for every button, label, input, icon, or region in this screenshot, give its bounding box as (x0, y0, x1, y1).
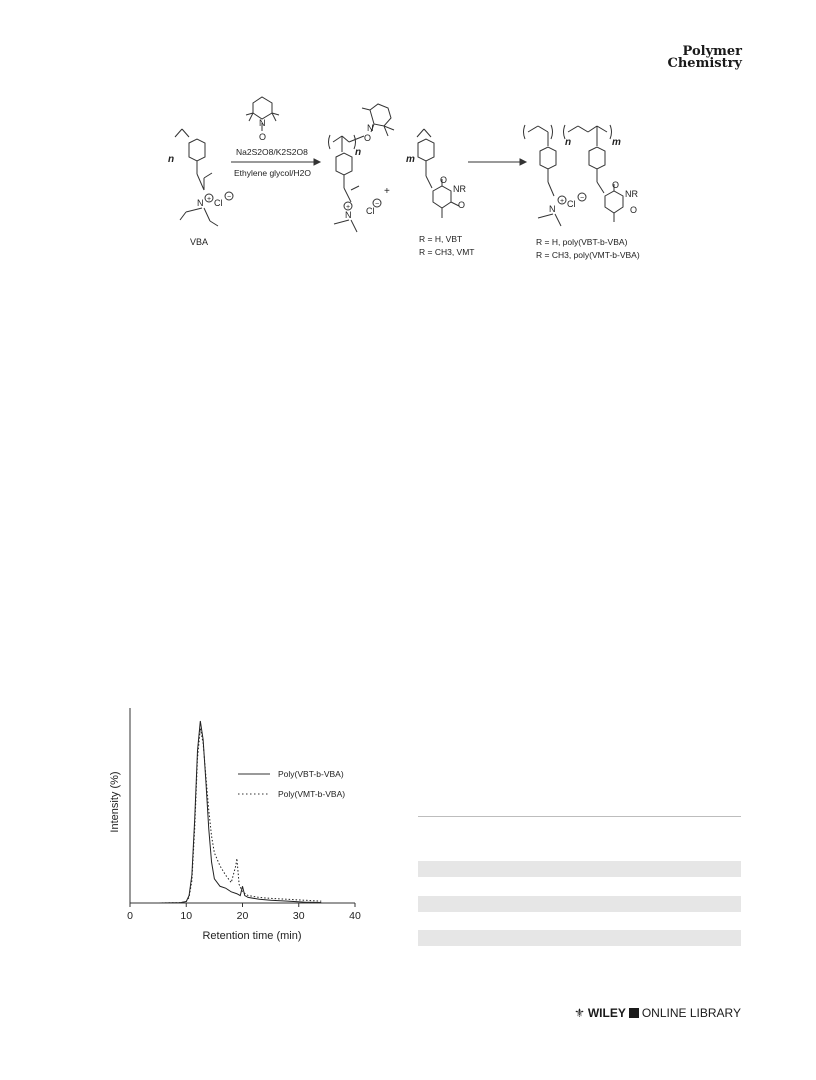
vbt-atom-nr: NR (453, 184, 466, 194)
scheme-plus: + (384, 186, 390, 197)
vba-plus-charge: + (207, 196, 212, 203)
vba-atom-n: N (197, 198, 204, 208)
series-line-dotted (130, 728, 321, 903)
product-atom-n: N (549, 204, 556, 214)
vbt-sub-m: m (406, 154, 415, 165)
product-atom-o2: O (630, 205, 638, 215)
block-copolymer-structure (524, 125, 624, 226)
product-minus-charge: − (580, 195, 585, 202)
vba-monomer-structure (175, 129, 218, 226)
x-axis-label: Retention time (min) (202, 930, 302, 942)
table-row-shaded (418, 896, 741, 912)
macro-atom-n-tempo: N (367, 123, 374, 133)
vbt-label-2: R = CH3, VMT (419, 247, 475, 257)
wiley-logo-icon: ⚜ (574, 1006, 585, 1020)
online-library-text: ONLINE LIBRARY (641, 1006, 741, 1020)
macro-atom-n: N (345, 210, 352, 220)
vba-sub-n: n (168, 154, 175, 165)
macro-minus-charge: − (375, 201, 380, 208)
product-atom-nr: NR (625, 189, 638, 199)
journal-line1: Polymer (682, 44, 742, 59)
x-tick-label: 40 (349, 910, 361, 922)
library-book-icon (629, 1008, 639, 1018)
x-tick-label: 20 (236, 910, 249, 922)
x-tick-label: 10 (180, 910, 193, 922)
wiley-text: WILEY (587, 1006, 626, 1020)
tempo-atom-n: N (259, 118, 266, 128)
vbt-atom-o2: O (458, 200, 466, 210)
reagent-bottom: Ethylene glycol/H2O (234, 168, 312, 178)
vbt-atom-o1: O (440, 175, 448, 185)
footer-wiley (574, 1006, 741, 1020)
macroinitiator-structure (329, 104, 395, 232)
product-sub-m: m (612, 137, 621, 148)
macro-atom-o: O (364, 133, 372, 143)
vba-label: VBA (190, 237, 209, 247)
product-label-1: R = H, poly(VBT-b-VBA) (536, 237, 628, 247)
vba-minus-charge: − (227, 194, 232, 201)
tempo-atom-o: O (259, 132, 267, 142)
macro-plus-charge: + (346, 204, 351, 211)
plot-area (130, 721, 321, 903)
x-tick-label: 30 (292, 910, 305, 922)
macro-sub-n: n (355, 147, 362, 158)
vbt-label-1: R = H, VBT (419, 234, 463, 244)
journal-line2: Chemistry (667, 56, 742, 71)
vba-atom-cl: Cl (214, 198, 223, 208)
product-atom-o1: O (612, 180, 620, 190)
table-row-shaded (418, 930, 741, 946)
product-plus-charge: + (560, 198, 565, 205)
table-top-rule (418, 816, 741, 817)
product-sub-n: n (565, 137, 572, 148)
macro-atom-cl: Cl (366, 206, 375, 216)
product-label-2: R = CH3, poly(VMT-b-VBA) (536, 250, 640, 260)
product-atom-cl: Cl (567, 199, 576, 209)
legend-label-solid: Poly(VBT-b-VBA) (278, 769, 344, 779)
reagent-top: Na2S2O8/K2S2O8 (236, 147, 308, 157)
legend-label-dotted: Poly(VMT-b-VBA) (278, 789, 346, 799)
x-tick-label: 0 (127, 910, 133, 922)
table-row-shaded (418, 861, 741, 877)
legend (238, 769, 345, 799)
reaction-scheme (0, 0, 816, 300)
y-axis-label: Intensity (%) (109, 771, 121, 833)
gpc-chart (100, 700, 380, 950)
vbt-monomer-structure (417, 129, 459, 218)
x-ticks (127, 903, 361, 922)
